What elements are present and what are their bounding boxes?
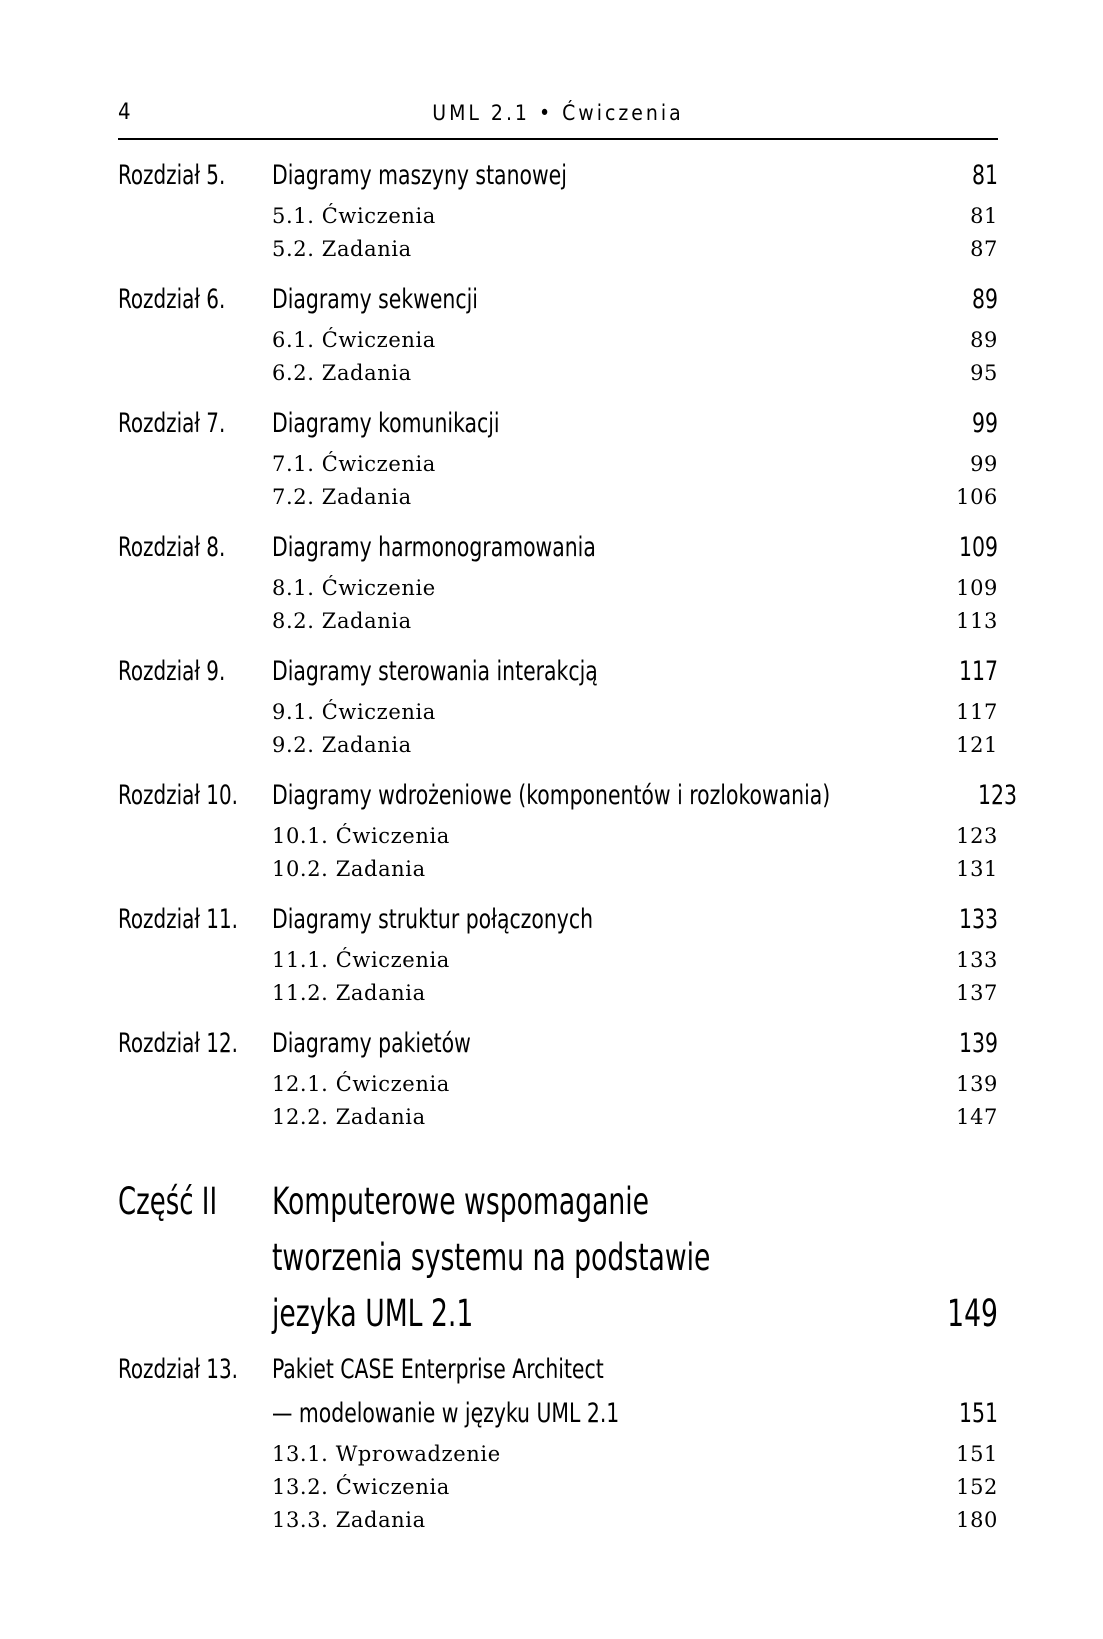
chapter-title: Diagramy harmonogramowania — [272, 532, 596, 563]
chapter-label: Rozdział 7. — [118, 408, 226, 439]
section-page: 180 — [956, 1508, 998, 1532]
section-title: 8.1. Ćwiczenie — [272, 576, 436, 600]
chapter-title: Diagramy komunikacji — [272, 408, 500, 439]
chapter-page: 99 — [972, 408, 998, 439]
section-page: 87 — [970, 237, 998, 261]
section-row[interactable] — [118, 1475, 998, 1508]
chapter-title: Diagramy maszyny stanowej — [272, 160, 567, 191]
section-page: 99 — [970, 452, 998, 476]
section-row[interactable] — [118, 361, 998, 394]
chapter-page: 123 — [977, 780, 1017, 811]
chapter-title-continued: — modelowanie w języku UML 2.1 — [272, 1398, 620, 1429]
chapter-title: Diagramy wdrożeniowe (komponentów i rozlokowania) — [272, 780, 831, 811]
chapter-label: Rozdział 10. — [118, 780, 238, 811]
section-title: 9.2. Zadania — [272, 733, 412, 757]
section-row[interactable] — [118, 328, 998, 361]
chapter-row[interactable] — [118, 1354, 998, 1398]
chapter-title: Diagramy pakietów — [272, 1028, 471, 1059]
chapter-label: Rozdział 13. — [118, 1354, 238, 1385]
chapter-page: 89 — [972, 284, 998, 315]
chapter-page: 151 — [959, 1398, 998, 1429]
part-heading-line[interactable] — [118, 1180, 998, 1236]
section-title: 11.1. Ćwiczenia — [272, 948, 450, 972]
section-row[interactable] — [118, 204, 998, 237]
section-title: 7.2. Zadania — [272, 485, 412, 509]
chapter-13 — [118, 1354, 998, 1541]
chapter-11 — [118, 904, 998, 1014]
section-row[interactable] — [118, 733, 998, 766]
chapter-8 — [118, 532, 998, 642]
section-page: 89 — [970, 328, 998, 352]
chapter-7 — [118, 408, 998, 518]
chapter-title: Diagramy struktur połączonych — [272, 904, 594, 935]
section-title: 9.1. Ćwiczenia — [272, 700, 436, 724]
section-row[interactable] — [118, 981, 998, 1014]
chapter-label: Rozdział 12. — [118, 1028, 238, 1059]
chapter-row[interactable] — [118, 1398, 998, 1442]
section-title: 10.2. Zadania — [272, 857, 426, 881]
section-title: 10.1. Ćwiczenia — [272, 824, 450, 848]
part-heading-line[interactable] — [118, 1292, 998, 1348]
chapter-label: Rozdział 6. — [118, 284, 226, 315]
chapter-label: Rozdział 11. — [118, 904, 238, 935]
chapter-10 — [118, 780, 1017, 890]
table-of-contents — [118, 160, 1017, 1555]
chapter-page: 109 — [959, 532, 998, 563]
section-page: 131 — [956, 857, 998, 881]
section-title: 12.1. Ćwiczenia — [272, 1072, 450, 1096]
section-page: 137 — [956, 981, 998, 1005]
running-title: UML 2.1 • Ćwiczenia — [432, 101, 684, 125]
chapter-9 — [118, 656, 998, 766]
chapter-title: Diagramy sterowania interakcją — [272, 656, 598, 687]
chapter-label: Rozdział 9. — [118, 656, 226, 687]
chapter-row[interactable] — [118, 160, 998, 204]
chapter-label: Rozdział 8. — [118, 532, 226, 563]
section-row[interactable] — [118, 700, 998, 733]
part-title-line: jezyka UML 2.1 — [272, 1292, 474, 1335]
part-page: 149 — [947, 1292, 998, 1335]
part-heading-line[interactable] — [118, 1236, 998, 1292]
chapter-row[interactable] — [118, 408, 998, 452]
chapter-row[interactable] — [118, 780, 1017, 824]
section-page: 113 — [956, 609, 998, 633]
section-page: 95 — [970, 361, 998, 385]
section-row[interactable] — [118, 485, 998, 518]
section-row[interactable] — [118, 857, 998, 890]
section-row[interactable] — [118, 1072, 998, 1105]
section-title: 5.1. Ćwiczenia — [272, 204, 436, 228]
chapter-page: 139 — [959, 1028, 998, 1059]
chapter-5 — [118, 160, 998, 270]
section-title: 11.2. Zadania — [272, 981, 426, 1005]
page-number: 4 — [118, 100, 131, 125]
part-title-line: Komputerowe wspomaganie — [272, 1180, 650, 1223]
section-row[interactable] — [118, 1508, 998, 1541]
chapter-page: 117 — [959, 656, 998, 687]
section-row[interactable] — [118, 1442, 998, 1475]
section-row[interactable] — [118, 237, 998, 270]
chapter-12 — [118, 1028, 998, 1138]
section-page: 81 — [970, 204, 998, 228]
section-row[interactable] — [118, 452, 998, 485]
page-header — [118, 98, 998, 140]
section-page: 117 — [956, 700, 998, 724]
chapter-row[interactable] — [118, 532, 998, 576]
section-title: 6.1. Ćwiczenia — [272, 328, 436, 352]
section-title: 13.1. Wprowadzenie — [272, 1442, 501, 1466]
section-title: 13.2. Ćwiczenia — [272, 1475, 450, 1499]
chapter-title: Pakiet CASE Enterprise Architect — [272, 1354, 604, 1385]
section-title: 6.2. Zadania — [272, 361, 412, 385]
section-page: 109 — [956, 576, 998, 600]
section-page: 123 — [956, 824, 998, 848]
chapter-title: Diagramy sekwencji — [272, 284, 478, 315]
section-title: 12.2. Zadania — [272, 1105, 426, 1129]
section-row[interactable] — [118, 576, 998, 609]
section-row[interactable] — [118, 824, 998, 857]
section-page: 133 — [956, 948, 998, 972]
chapter-row[interactable] — [118, 656, 998, 700]
chapter-row[interactable] — [118, 904, 998, 948]
section-title: 13.3. Zadania — [272, 1508, 426, 1532]
section-title: 7.1. Ćwiczenia — [272, 452, 436, 476]
part-2 — [118, 1180, 998, 1348]
chapter-page: 81 — [972, 160, 998, 191]
section-title: 5.2. Zadania — [272, 237, 412, 261]
chapter-row[interactable] — [118, 1028, 998, 1072]
section-page: 139 — [956, 1072, 998, 1096]
chapter-6 — [118, 284, 998, 394]
chapter-label: Rozdział 5. — [118, 160, 226, 191]
chapter-row[interactable] — [118, 284, 998, 328]
section-page: 152 — [956, 1475, 998, 1499]
section-row[interactable] — [118, 948, 998, 981]
section-page: 151 — [956, 1442, 998, 1466]
chapter-page: 133 — [959, 904, 998, 935]
part-label: Część II — [118, 1180, 218, 1223]
section-page: 106 — [956, 485, 998, 509]
section-page: 147 — [956, 1105, 998, 1129]
part-title-line: tworzenia systemu na podstawie — [272, 1236, 711, 1279]
section-title: 8.2. Zadania — [272, 609, 412, 633]
section-page: 121 — [956, 733, 998, 757]
section-row[interactable] — [118, 1105, 998, 1138]
section-row[interactable] — [118, 609, 998, 642]
